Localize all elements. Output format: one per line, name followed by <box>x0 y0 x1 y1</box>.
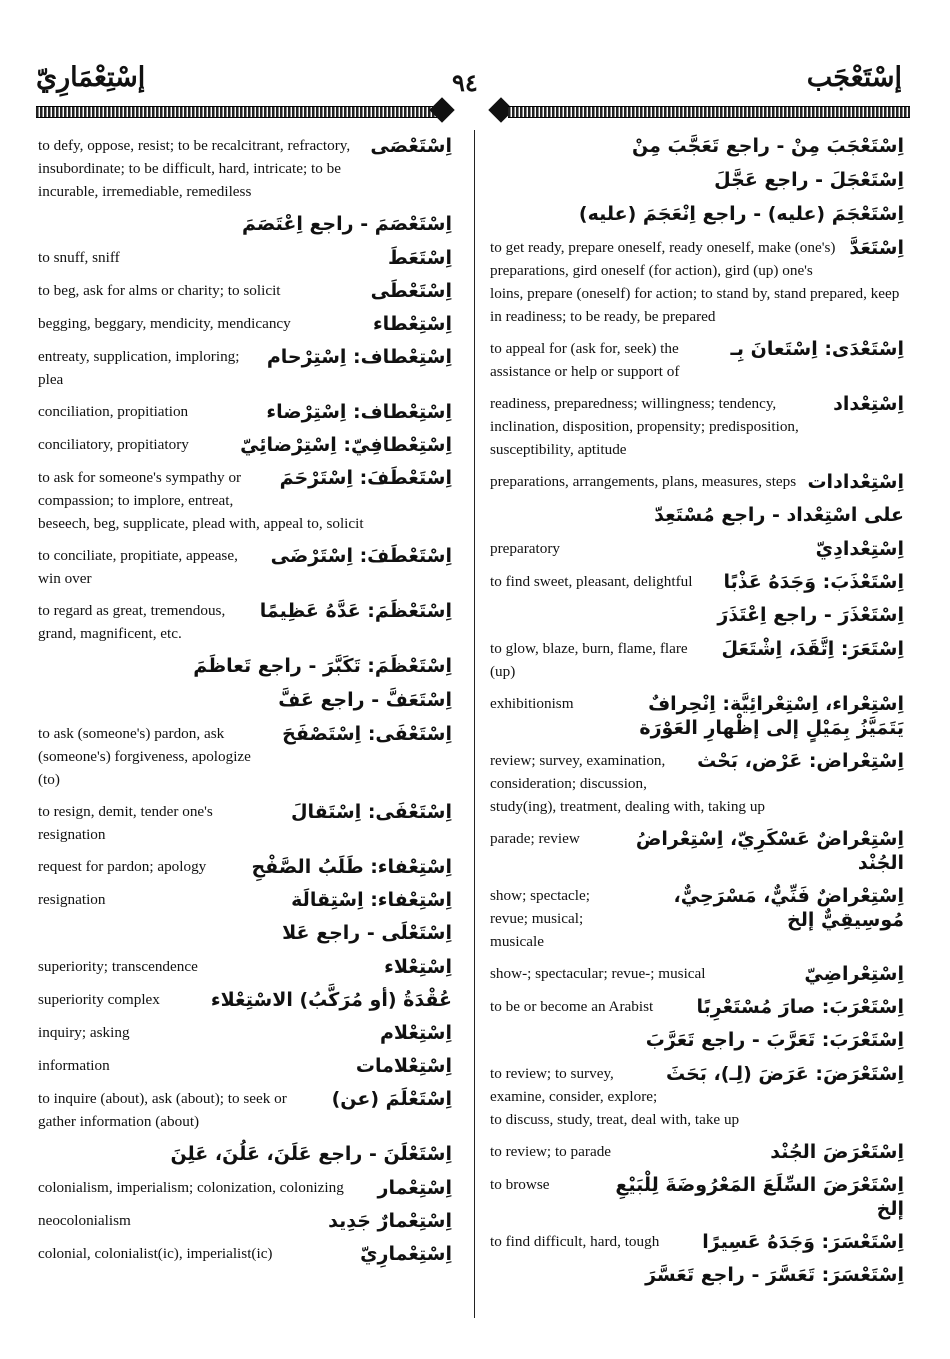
arabic-headword: اِسْتَعْدَى: اِسْتَعانَ بِـ <box>730 338 904 360</box>
dictionary-entry <box>38 599 452 645</box>
arabic-headword: اِسْتَعْذَبَ: وَجَدَهُ عَذْبًا <box>723 571 904 593</box>
arabic-headword: اِسْتَعْصَى <box>370 135 452 157</box>
arabic-headword: اِسْتَعْسَرَ: تَعَسَّرَ - راجع تَعَسَّرَ <box>645 1264 904 1286</box>
dictionary-entry <box>38 212 452 237</box>
dictionary-entry <box>490 202 904 227</box>
dictionary-entry <box>490 537 904 561</box>
english-definition: preparatory <box>490 540 560 557</box>
dictionary-entry <box>490 236 904 328</box>
dictionary-entry <box>490 637 904 683</box>
arabic-headword: اِسْتِعْلامات <box>355 1055 452 1077</box>
dictionary-entry <box>38 888 452 912</box>
arabic-headword: اِسْتَعْرَضَ: عَرَضَ (لِـ)، بَحَثَ <box>665 1063 904 1085</box>
right-guide-word: إسْتَعْجَب <box>806 62 902 93</box>
english-definition: show-; spectacular; revue-; musical <box>490 965 706 982</box>
dictionary-entry <box>490 692 904 740</box>
dictionary-entry <box>490 1263 904 1288</box>
arabic-headword: اِسْتَعْجَبَ مِنْ - راجع تَعَجَّبَ مِنْ <box>632 135 904 157</box>
dictionary-entry <box>38 312 452 336</box>
dictionary-entry <box>38 800 452 846</box>
english-definition: resignation <box>38 891 106 908</box>
dictionary-entry <box>38 654 452 679</box>
dictionary-entry <box>490 884 904 953</box>
dictionary-entry <box>38 1242 452 1266</box>
arabic-headword: اِسْتِعْمارِيّ <box>360 1243 452 1265</box>
left-guide-word: إسْتِعْمَارِيّ <box>36 62 146 93</box>
english-definition: superiority complex <box>38 991 160 1008</box>
dictionary-entry <box>490 749 904 818</box>
english-definition: to find difficult, hard, tough <box>490 1233 660 1250</box>
arabic-headword: اِسْتَعْرَضَ الجُنْد <box>770 1141 904 1163</box>
arabic-headword: اِسْتِعْطاف: اِسْتِرْضاء <box>266 401 452 423</box>
dictionary-entry <box>38 279 452 303</box>
arabic-headword: اِسْتَعْلَمَ (عن) <box>331 1088 452 1110</box>
dictionary-entry <box>38 1142 452 1167</box>
header-ornament-bar-left <box>36 106 440 118</box>
arabic-headword: اِسْتَعَدَّ <box>849 237 904 259</box>
arabic-headword: اِسْتِعْراضِيّ <box>804 963 904 985</box>
english-definition: to ask (someone's) pardon, ask (someone's) forgiveness, apologize (to) <box>38 725 251 788</box>
arabic-headword: اِسْتِعْلاء <box>384 956 452 978</box>
english-definition: parade; review <box>490 830 580 847</box>
english-definition: to snuff, sniff <box>38 249 120 266</box>
arabic-headword: اِسْتِعْراض: عَرْض، بَحْث <box>697 750 904 772</box>
dictionary-entry <box>38 134 452 203</box>
english-definition: colonialism, imperialism; colonization, colonizing <box>38 1179 344 1196</box>
diamond-ornament-icon <box>429 97 454 122</box>
dictionary-entry <box>38 921 452 946</box>
arabic-headword: اِسْتِعْدادِيّ <box>815 538 904 560</box>
arabic-headword: اِسْتَعْجَلَ - راجع عَجَّلَ <box>714 169 904 191</box>
dictionary-entry <box>38 722 452 791</box>
english-definition: preparations, arrangements, plans, measures, steps <box>490 473 797 490</box>
english-definition: readiness, preparedness; willingness; tendency, inclination, disposition, propensity; predisposition, susceptibility, aptitude <box>490 395 799 458</box>
arabic-headword: على اسْتِعْداد - راجع مُسْتَعِدّ <box>654 504 904 526</box>
english-definition: begging, beggary, mendicity, mendicancy <box>38 315 291 332</box>
english-definition: to beg, ask for alms or charity; to solicit <box>38 282 281 299</box>
arabic-headword: اِسْتَعْسَرَ: وَجَدَهُ عَسِيرًا <box>702 1231 904 1253</box>
english-definition: to get ready, prepare oneself, ready oneself, make (one's) preparations, gird oneself (for action), gird (up) one's loins, prepare (oneself) for action; to stand by, stand prepared, keep in readiness; to be ready, be prepared <box>490 239 900 325</box>
dictionary-entry <box>490 337 904 383</box>
english-definition: neocolonialism <box>38 1212 131 1229</box>
arabic-headword: اِسْتَعْلَى - راجع عَلا <box>282 922 452 944</box>
arabic-headword: اِسْتِعْفاء: طَلَبُ الصَّفْحِ <box>251 856 452 878</box>
dictionary-entry <box>38 246 452 270</box>
dictionary-entry <box>38 1087 452 1133</box>
arabic-headword: اِسْتِعْمارٌ جَدِيد <box>328 1210 452 1232</box>
dictionary-entry <box>490 1028 904 1053</box>
arabic-headword: عُقْدَةُ (أو مُرَكَّبُ) الاسْتِعْلاء <box>210 989 452 1011</box>
arabic-headword: اِسْتِعْداد <box>833 393 904 415</box>
english-definition: superiority; transcendence <box>38 958 198 975</box>
dictionary-entry <box>490 603 904 628</box>
english-definition: information <box>38 1057 110 1074</box>
arabic-headword: اِسْتِعْطافِيّ: اِسْتِرْضائِيّ <box>240 434 452 456</box>
arabic-headword: اِسْتَعْفَى: اِسْتَقالَ <box>290 801 452 823</box>
arabic-headword: اِسْتَعْطَفَ: اِسْتَرْحَمَ <box>279 467 452 489</box>
dictionary-entry <box>38 345 452 391</box>
arabic-headword: اِسْتَعْرَبَ: صارَ مُسْتَعْرِبًا <box>696 996 904 1018</box>
english-definition: conciliation, propitiation <box>38 403 189 420</box>
dictionary-entry <box>490 134 904 159</box>
dictionary-entry <box>490 168 904 193</box>
dictionary-entry <box>38 855 452 879</box>
arabic-headword: اِسْتِعْراضٌ فَنِّيٌّ، مَسْرَحِيٌّ، مُوسِيقِيٌّ إلخ <box>673 885 904 931</box>
dictionary-entry <box>490 570 904 594</box>
dictionary-entry <box>38 988 452 1012</box>
right-column <box>490 134 904 1324</box>
dictionary-entry <box>38 400 452 424</box>
arabic-headword: اِسْتَعْفَى: اِسْتَصْفَحَ <box>282 723 452 745</box>
arabic-headword: اِسْتَعْطَى <box>370 280 452 302</box>
arabic-headword: اِسْتَعْرَبَ: تَعَرَّبَ - راجع تَعَرَّبَ <box>645 1029 904 1051</box>
arabic-headword: اِسْتِعْراضٌ عَسْكَرِيّ، اِسْتِعْراضُ الجُنْد <box>635 828 904 874</box>
left-column <box>38 134 452 1324</box>
dictionary-entry <box>38 433 452 457</box>
english-definition: to be or become an Arabist <box>490 998 654 1015</box>
english-definition: show; spectacle; revue; musical; musicale <box>490 887 590 950</box>
dictionary-entry <box>490 827 904 875</box>
arabic-headword: اِسْتَعْرَضَ السِّلَعَ المَعْرُوضَةَ لِلْبَيْعِ إلخ <box>615 1174 904 1220</box>
dictionary-entry <box>490 962 904 986</box>
arabic-headword: اِسْتَعْطَفَ: اِسْتَرْضَى <box>270 545 452 567</box>
arabic-headword: اِسْتِعْلام <box>379 1022 452 1044</box>
english-definition: entreaty, supplication, imploring; plea <box>38 348 240 388</box>
dictionary-entry <box>38 544 452 590</box>
arabic-headword: اِسْتَعْلَنَ - راجع عَلَنَ، عَلُنَ، عَلِنَ <box>170 1143 452 1165</box>
page-header <box>0 62 950 122</box>
dictionary-entry <box>38 1021 452 1045</box>
arabic-headword: اِسْتَعْظَمَ: تَكَبَّرَ - راجع تَعاظَمَ <box>193 655 452 677</box>
english-definition: request for pardon; apology <box>38 858 207 875</box>
dictionary-entry <box>490 470 904 494</box>
english-definition: to resign, demit, tender one's resignation <box>38 803 213 843</box>
arabic-headword: اِسْتَعْذَرَ - راجع اِعْتَذَرَ <box>717 604 904 626</box>
english-definition: to review; to survey, examine, consider, explore; to discuss, study, treat, deal with, take up <box>490 1065 740 1128</box>
dictionary-entry <box>490 1230 904 1254</box>
english-definition: inquiry; asking <box>38 1024 130 1041</box>
english-definition: to find sweet, pleasant, delightful <box>490 573 693 590</box>
english-definition: conciliatory, propitiatory <box>38 436 189 453</box>
english-definition: to review; to parade <box>490 1143 612 1160</box>
arabic-headword: اِسْتِعْفاء: اِسْتِقالَة <box>291 889 452 911</box>
dictionary-entry <box>490 1140 904 1164</box>
dictionary-entry <box>38 466 452 535</box>
arabic-headword: اِسْتِعْمار <box>377 1177 452 1199</box>
dictionary-entry <box>490 1062 904 1131</box>
dictionary-entry <box>38 1176 452 1200</box>
english-definition: to appeal for (ask for, seek) the assistance or help or support of <box>490 340 680 380</box>
arabic-headword: اِسْتَعَفَّ - راجع عَفَّ <box>278 689 452 711</box>
english-definition: colonial, colonialist(ic), imperialist(ic) <box>38 1245 273 1262</box>
arabic-headword: اِسْتَعْظَمَ: عَدَّهُ عَظِيمًا <box>259 600 452 622</box>
english-definition: to regard as great, tremendous, grand, magnificent, etc. <box>38 602 226 642</box>
dictionary-entry <box>38 688 452 713</box>
arabic-headword: اِسْتَعَطَ <box>387 247 452 269</box>
arabic-headword: اِسْتَعْجَمَ (عليه) - راجع اِنْعَجَمَ (عليه) <box>578 203 904 225</box>
english-definition: to ask for someone's sympathy or compassion; to implore, entreat, beseech, beg, supplicate, plead with, appeal to, solicit <box>38 469 364 532</box>
arabic-headword: اِسْتِعْراء، اِسْتِعْرائِيَّة: اِنْحِرافٌ يَتَمَيَّزُ بِمَيْلٍ إلى إظْهارِ العَوْرَة <box>639 693 904 739</box>
english-definition: exhibitionism <box>490 695 574 712</box>
dictionary-entry <box>38 1054 452 1078</box>
column-divider <box>474 130 475 1318</box>
dictionary-entry <box>490 995 904 1019</box>
arabic-headword: اِسْتَعَرَ: اِتَّقَدَ، اِشْتَعَلَ <box>721 638 904 660</box>
english-definition: to inquire (about), ask (about); to seek or gather information (about) <box>38 1090 287 1130</box>
dictionary-entry <box>38 955 452 979</box>
arabic-headword: اِسْتِعْدادات <box>807 471 904 493</box>
arabic-headword: اِسْتِعْطاف: اِسْتِرْحام <box>266 346 452 368</box>
page-number: ٩٤ <box>452 68 478 97</box>
header-ornament-bar-right <box>508 106 910 118</box>
english-definition: review; survey, examination, consideration; discussion, study(ing), treatment, dealing with, taking up <box>490 752 766 815</box>
english-definition: to defy, oppose, resist; to be recalcitrant, refractory, insubordinate; to be difficult, hard, intricate; to be incurable, irremediable, remediless <box>38 137 351 200</box>
english-definition: to glow, blaze, burn, flame, flare (up) <box>490 640 688 680</box>
arabic-headword: اِسْتِعْطاء <box>372 313 452 335</box>
dictionary-entry <box>38 1209 452 1233</box>
dictionary-entry <box>490 503 904 528</box>
dictionary-entry <box>490 392 904 461</box>
arabic-headword: اِسْتَعْصَمَ - راجع اِعْتَصَمَ <box>241 213 452 235</box>
english-definition: to conciliate, propitiate, appease, win over <box>38 547 238 587</box>
english-definition: to browse <box>490 1176 550 1193</box>
dictionary-entry <box>490 1173 904 1221</box>
